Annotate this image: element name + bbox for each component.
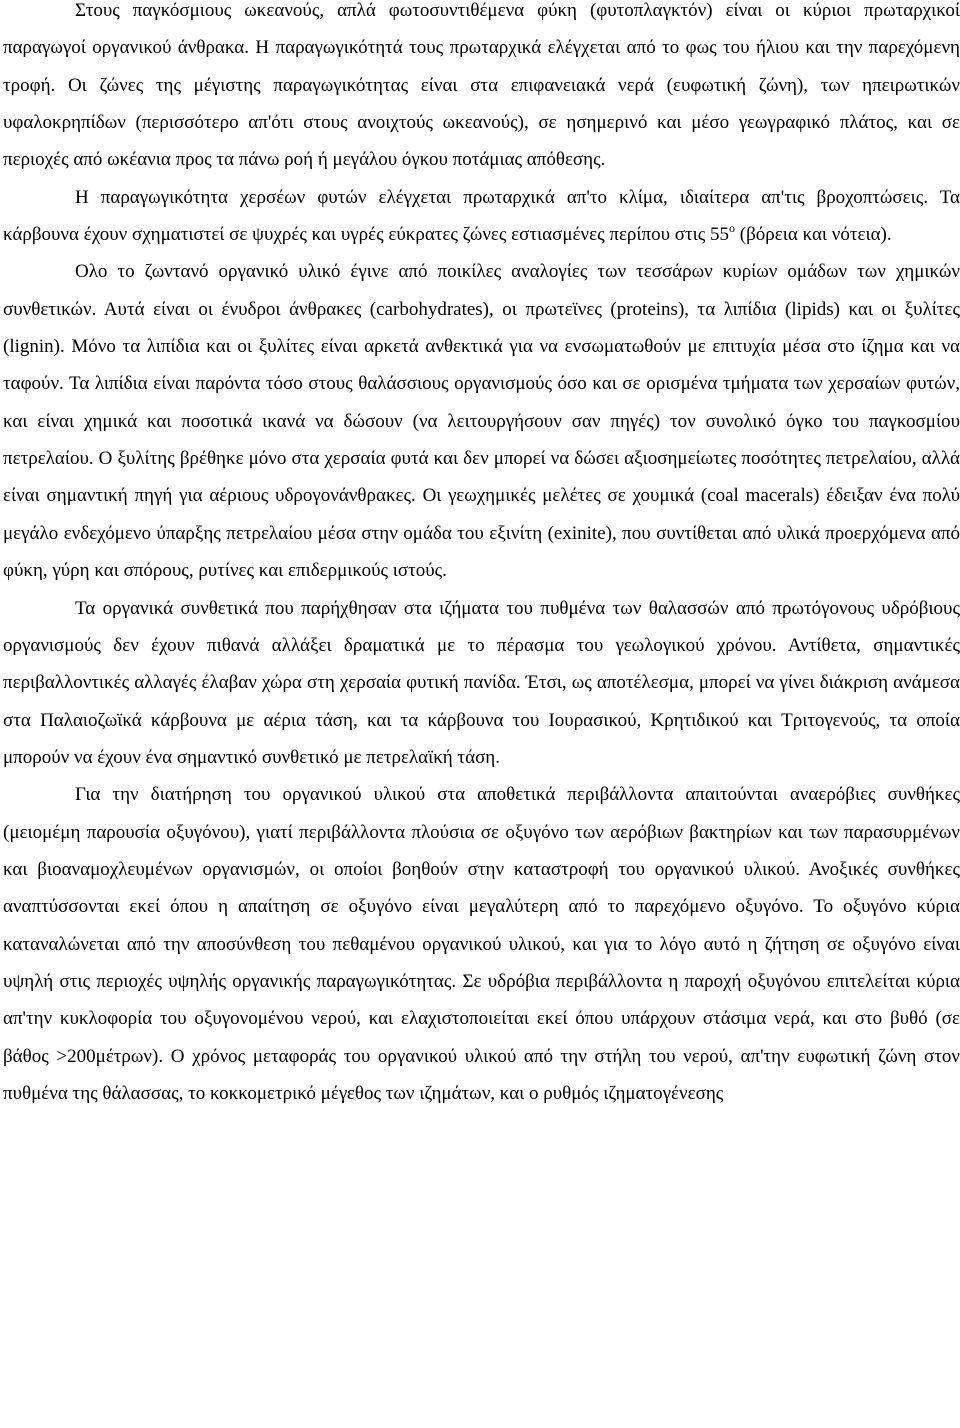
paragraph-marine-productivity [3,0,960,179]
paragraph-chemical-components: Ολο το ζωντανό οργανικό υλικό έγινε από ποικίλες αναλογίες των τεσσάρων κυρίων ομάδων των χημικών συνθετικών. Αυτά είναι οι ένυδροι άνθρακες (carbohydrates), οι πρωτεϊνες (proteins), τα λιπίδια (lipids) και οι ξυλίτες (lignin). Μόνο τα λιπίδια και οι ξυλίτες είναι αρκετά ανθεκτικά για να ενσωματωθούν με επιτυχία μέσα στο ίζημα και να ταφούν. Τα λιπίδια είναι παρόντα τόσο στους θαλάσσιους οργανισμούς όσο και σε ορισμένα τμήματα των χερσαίων φυτών, και είναι χημικά και ποσοτικά ικανά να δώσουν (να λειτουργήσουν σαν πηγές) τον συνολικό όγκο του παγκοσμίου πετρελαίου. Ο ξυλίτης βρέθηκε μόνο στα χερσαία φυτά και δεν μπορεί να δώσει αξιοσημείωτες ποσότητες πετρελαίου, αλλά είναι σημαντική πηγή για αέριους υδρογονάνθρακες. Οι γεωχημικές μελέτες σε χουμικά (coal macerals) έδειξαν ένα πολύ μεγάλο ενδεχόμενο ύπαρξης πετρελαίου μέσα στην ομάδα του εξινίτη (exinite), που συντίθεται από υλικά προερχόμενα από φύκη, γύρη και σπόρους, ρυτίνες και επιδερμικούς ιστούς. [3,261,960,582]
paragraph-land-plants [3,179,960,254]
paragraph-organic-compounds: Τα οργανικά συνθετικά που παρήχθησαν στα ιζήματα του πυθμένα των θαλασσών από πρωτόγονους υδρόβιους οργανισμούς δεν έχουν πιθανά αλλάξει δραματικά με το πέρασμα του γεωλογικού χρόνου. Αντίθετα, σημαντικές περιβαλλοντικές αλλαγές έλαβαν χώρα στη χερσαία φυτική πανίδα. Έτσι, ως αποτέλεσμα, μπορεί να γίνει διάκριση ανάμεσα στα Παλαιοζωϊκά κάρβουνα με αέρια τάση, και τα κάρβουνα του Ιουρασικού, Κρητιδικού και Τριτογενούς, τα οποία μπορούν να έχουν ένα σημαντικό συνθετικό με πετρελαϊκή τάση. [3,597,960,768]
paragraph-preservation: Για την διατήρηση του οργανικού υλικού στα αποθετικά περιβάλλοντα απαιτούνται αναερόβιες συνθήκες (μειομέμη παρουσία οξυγόνου), γιατί περιβάλλοντα πλούσια σε οξυγόνο των αερόβιων βακτηρίων και των παρασυρμένων και βιοαναμοχλευμένων οργανισμών, οι οποίοι βοηθούν στην καταστροφή του οργανικού υλικού. Ανοξικές συνθήκες αναπτύσσονται εκεί όπου η απαίτηση σε οξυγόνο είναι μεγαλύτερη από το παρεχόμενο οξυγόνο. Το οξυγόνο κύρια καταναλώνεται από την αποσύνθεση του πεθαμένου οργανικού υλικού, και για το λόγο αυτό η ζήτηση σε οξυγόνο είναι υψηλή στις περιοχές υψηλής οργανικής παραγωγικότητας. Σε υδρόβια περιβάλλοντα η παροχή οξυγόνου επιτελείται κύρια απ'την κυκλοφορία του οξυγονομένου νερού, και ελαχιστοποιείται εκεί όπου υπάρχουν στάσιμα νερά, και στο βυθό (σε βάθος >200μέτρων). Ο χρόνος μεταφοράς του οργανικού υλικού από την στήλη του νερού, απ'την ευφωτική ζώνη στον πυθμένα της θάλασσας, το κοκκομετρικό μέγεθος των ιζημάτων, και ο ρυθμός ιζηματογένεσης [3,784,960,1104]
paragraph-2-tail: (βόρεια και νότεια). [735,224,892,246]
degree-superscript: ο [729,221,736,236]
document-body [3,0,960,1112]
paragraph-1-lead: Στους παγκόσμιους ωκεανούς, απλά φωτοσυντιθέμενα φύκη (φυτοπλαγκτόν) είναι οι κύριοι πρωταρχικοί παραγωγοί οργανικού άνθρακα. Η παραγωγικότητά τους πρωταρχικά ελέγχεται από το φως του ήλιου και την παρεχόμενη τροφή. [3,0,960,96]
paragraph-1-rest: Οι ζώνες της μέγιστης παραγωγικότητας είναι στα επιφανειακά νερά (ευφωτική ζώνη), των ηπειρωτικών υφαλοκρηπίδων (περισσότερο απ'ότι στους ανοιχτούς ωκεανούς), σε ησημερινό και μέσο γεωγραφικό πλάτος, και σε περιοχές από ωκέανια προς τα πάνω ροή ή μεγάλου όγκου ποτάμιας απόθεσης. [3,74,960,171]
paragraph-2-text: Η παραγωγικότητα χερσέων φυτών ελέγχεται πρωταρχικά απ'το κλίμα, ιδιαίτερα απ'τις βροχοπτώσεις. Τα κάρβουνα έχουν σχηματιστεί σε ψυχρές και υγρές εύκρατες ζώνες εστιασμένες περίπου στις 55 [3,186,960,246]
